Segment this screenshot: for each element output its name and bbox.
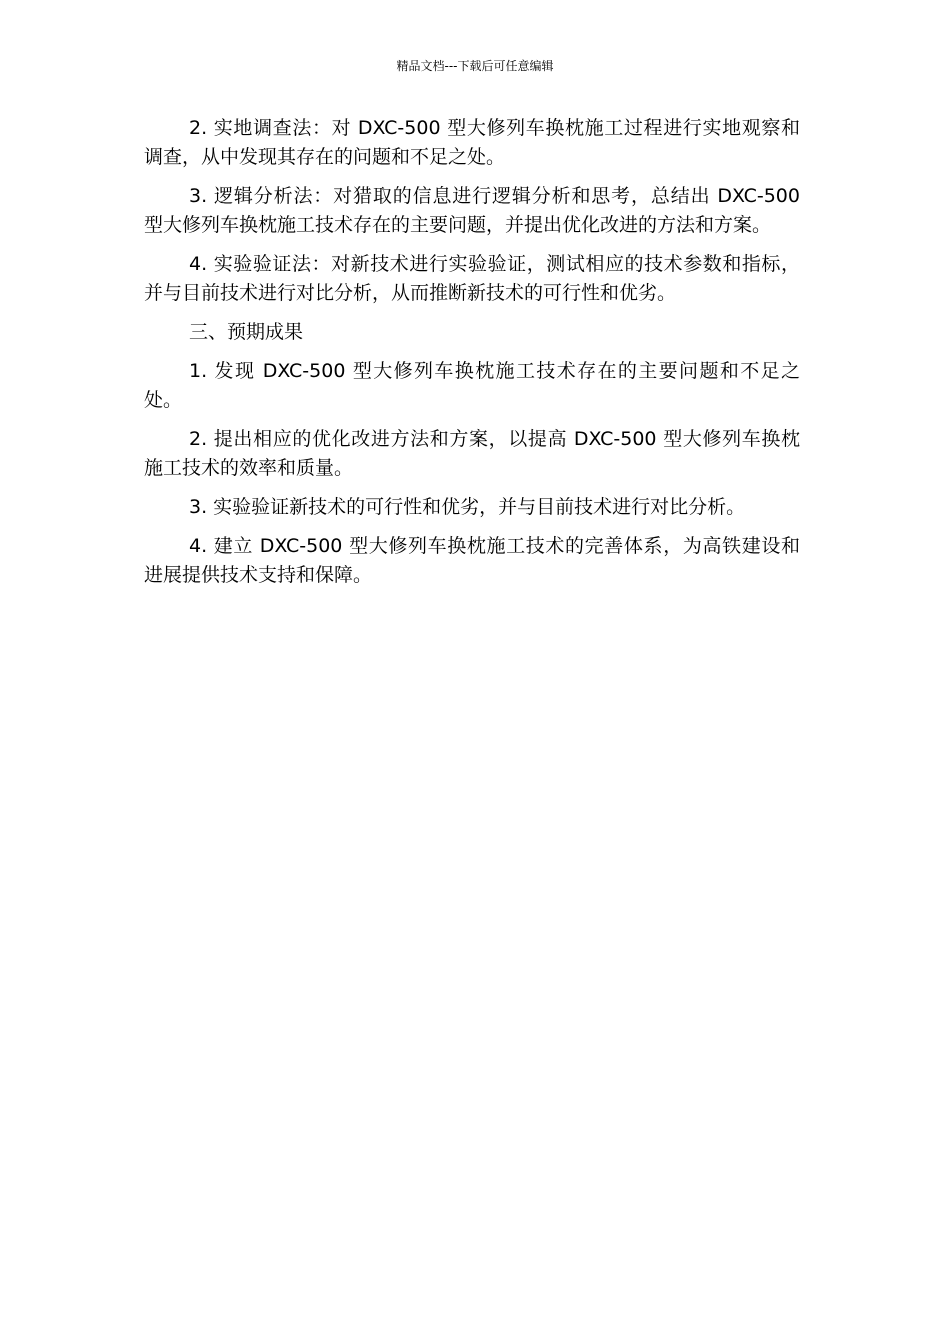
paragraph-result-1: 1. 发现 DXC-500 型大修列车换枕施工技术存在的主要问题和不足之处。	[144, 360, 800, 411]
paragraph-method-field-survey: 2. 实地调查法：对 DXC-500 型大修列车换枕施工过程进行实地观察和调查，从中发现其存在的问题和不足之处。	[144, 117, 800, 168]
paragraph-method-logic-analysis: 3. 逻辑分析法：对猎取的信息进行逻辑分析和思考，总结出 DXC-500 型大修列车换枕施工技术存在的主要问题，并提出优化改进的方法和方案。	[144, 185, 800, 236]
paragraph-result-3: 3. 实验验证新技术的可行性和优劣，并与目前技术进行对比分析。	[189, 496, 746, 518]
paragraph-result-2: 2. 提出相应的优化改进方法和方案，以提高 DXC-500 型大修列车换枕施工技术的效率和质量。	[144, 428, 800, 479]
document-body	[144, 114, 800, 600]
section-heading-expected-results: 三、预期成果	[189, 321, 304, 343]
page-header: 精品文档---下载后可任意编辑	[396, 59, 554, 73]
paragraph-result-4: 4. 建立 DXC-500 型大修列车换枕施工技术的完善体系，为高铁建设和进展提供技术支持和保障。	[144, 535, 800, 586]
paragraph-method-experiment: 4. 实验验证法：对新技术进行实验验证，测试相应的技术参数和指标，并与目前技术进行对比分析，从而推断新技术的可行性和优劣。	[144, 253, 800, 304]
